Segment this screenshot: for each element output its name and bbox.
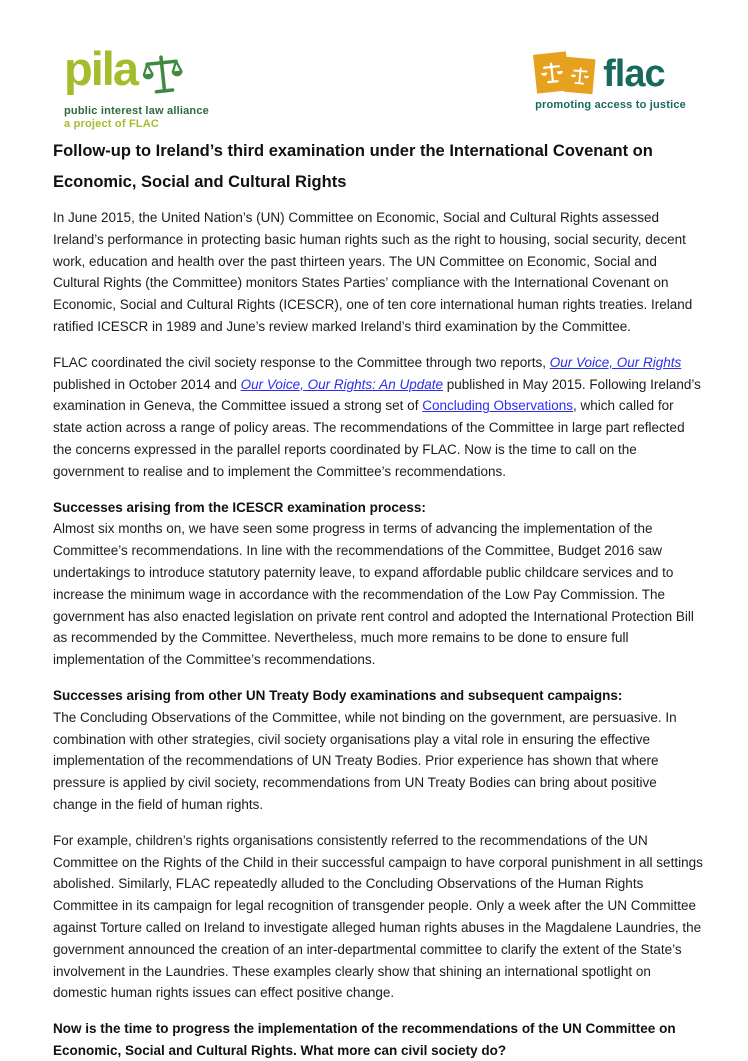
scales-of-justice-icon bbox=[533, 51, 570, 93]
paragraph-intro bbox=[53, 207, 703, 338]
link-our-voice-our-rights[interactable]: Our Voice, Our Rights bbox=[549, 354, 682, 370]
paragraph-run: FLAC coordinated the civil society response to the Committee through two reports, bbox=[53, 354, 550, 370]
paragraph-run: published in May 2015. Following Ireland’s examination in Geneva, the Committee issued a strong set of bbox=[53, 376, 701, 414]
section-heading-icescr: Successes arising from the ICESCR examination process: bbox=[53, 499, 426, 515]
link-our-voice-our-rights-update[interactable]: Our Voice, Our Rights: An Update bbox=[240, 376, 443, 392]
pila-subtagline: a project of FLAC bbox=[64, 118, 160, 130]
paragraph-intro-text: In June 2015, the United Nation’s (UN) Committee on Economic, Social and Cultural Rights assessed Ireland’s performance in protecting basic human rights such as the right to housing, social security, decent work, education and health over the past thirteen years. The UN Committee on Economic, Social and Cultural Rights (the Committee) monitors States Parties’ compliance with the International Covenant on Economic, Social and Cultural Rights (ICESCR), one of ten core international human rights treaties. Ireland ratified ICESCR in 1989 and June’s review marked Ireland’s third examination by the Committee. bbox=[53, 210, 693, 334]
section-text-treaty-body: The Concluding Observations of the Committee, while not binding on the government, are persuasive. In combination with other strategies, civil society organisations play a vital role in ensuring the effective implementation of the recommendations of UN Treaty Bodies. Prior experience has shown that where pressure is applied by civil society, recommendations from UN Treaty Bodies can bring about positive change in the field of human rights. bbox=[53, 709, 677, 812]
pila-logo-row bbox=[64, 42, 209, 102]
pila-tagline: public interest law alliance bbox=[64, 105, 209, 117]
section-heading-treaty-body: Successes arising from other UN Treaty Body examinations and subsequent campaigns: bbox=[53, 687, 623, 703]
paragraph-flac-reports bbox=[53, 352, 703, 483]
pila-logo bbox=[64, 42, 209, 130]
section-treaty-body-successes bbox=[53, 685, 703, 816]
scales-of-justice-icon bbox=[139, 49, 186, 104]
link-concluding-observations[interactable]: Concluding Observations bbox=[422, 398, 574, 414]
flac-logo bbox=[535, 53, 686, 111]
paragraph-run: , which called for state action across a range of policy areas. The recommendations of the Committee in large part reflected the concerns expressed in the parallel reports coordinated by FLAC. Now is the time to call on the government to realise and to implement the Committee’s recommendations. bbox=[53, 398, 685, 479]
flac-wordmark: flac bbox=[603, 53, 665, 95]
document-content bbox=[53, 136, 703, 1061]
paragraph-call-to-action-text: Now is the time to progress the implementation of the recommendations of the UN Committee on Economic, Social and Cultural Rights. What more can civil society do? bbox=[53, 1021, 676, 1058]
paragraph-examples bbox=[53, 830, 703, 1004]
flac-logo-row bbox=[535, 53, 686, 93]
section-text-icescr: Almost six months on, we have seen some progress in terms of advancing the implementation of the Committee’s recommendations. In line with the recommendations of the Committee, Budget 2016 saw undertakings to introduce statutory paternity leave, to expand affordable public childcare services and to increase the minimum wage in accordance with the recommendation of the Low Pay Commission. The government has also enacted legislation on private rent control and adopted the International Protection Bill as recommended by the Committee. Nevertheless, much more remains to be done to ensure full implementation of the Committee’s recommendations. bbox=[53, 521, 694, 668]
paragraph-call-to-action bbox=[53, 1018, 703, 1061]
section-icescr-successes bbox=[53, 497, 703, 671]
page-title: Follow-up to Ireland’s third examination under the International Covenant on Economic, Social and Cultural Rights bbox=[53, 142, 653, 191]
flac-tagline: promoting access to justice bbox=[535, 99, 686, 111]
pila-wordmark: pila bbox=[64, 42, 137, 95]
paragraph-examples-text: For example, children’s rights organisations consistently referred to the recommendations of the UN Committee on the Rights of the Child in their successful campaign to have corporal punishment in all settings abolished. Similarly, FLAC repeatedly alluded to the Concluding Observations of the Human Rights Committee in its campaign for legal recognition of transgender people. Only a week after the UN Committee against Torture called on Ireland to investigate alleged human rights abuses in the Magdalene Laundries, the government announced the creation of an inter-departmental committee to clarify the extent of the State’s involvement in the Laundries. These examples clearly show that shining an international spotlight on domestic human rights issues can effect positive change. bbox=[53, 832, 703, 1001]
paragraph-run: published in October 2014 and bbox=[53, 376, 241, 392]
